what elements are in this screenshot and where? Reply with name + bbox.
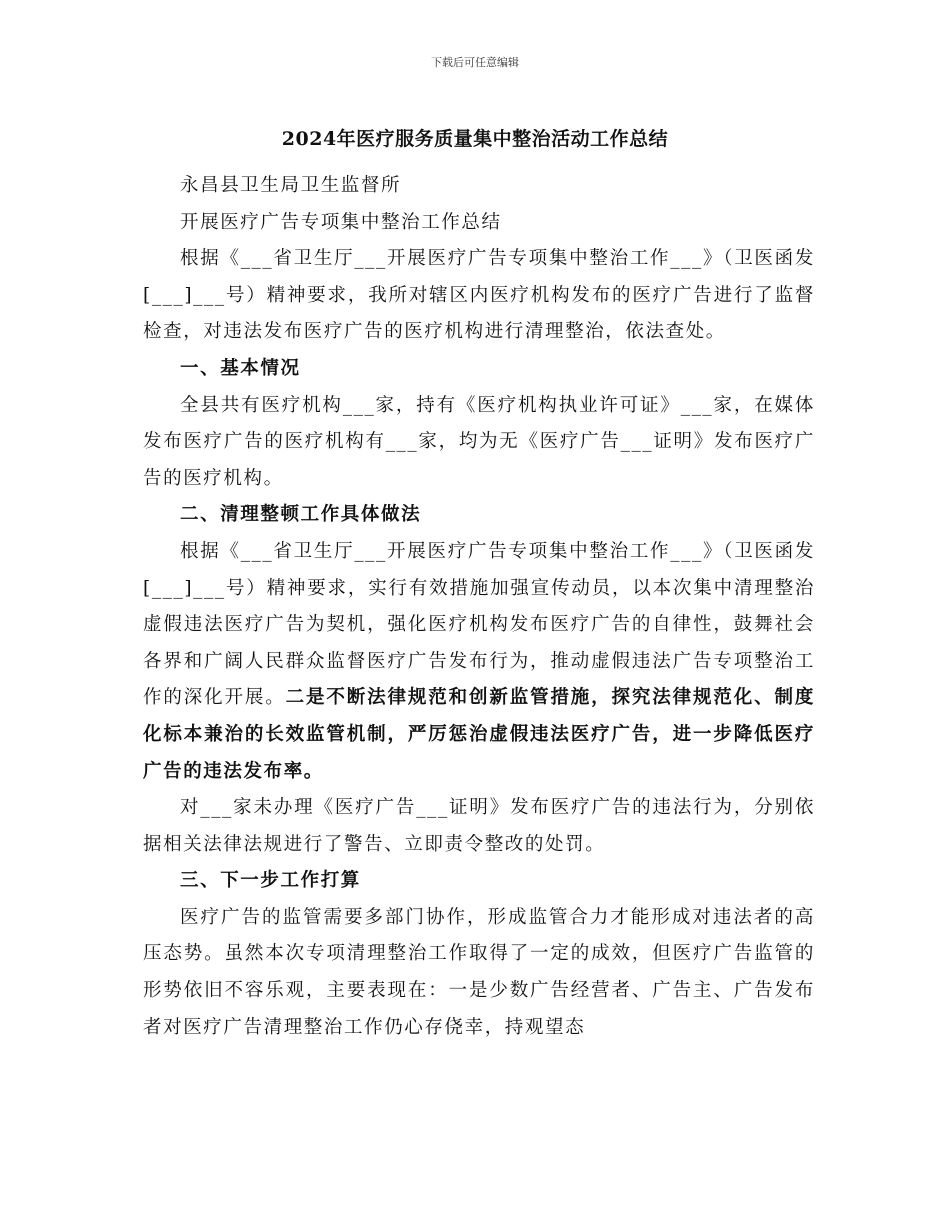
page-header: 下载后可任意编辑: [431, 56, 519, 69]
body-paragraph: [143, 534, 815, 790]
body-paragraph: 开展医疗广告专项集中整治工作总结: [180, 211, 502, 233]
section-heading: 二、清理整顿工作具体做法: [180, 504, 422, 526]
document-title: 2024年医疗服务质量集中整治活动工作总结: [281, 128, 669, 150]
body-paragraph: 对___家未办理《医疗广告___证明》发布医疗广告的违法行为，分别依据相关法律法规进行了警告、立即责令整改的处罚。: [143, 797, 815, 855]
document-body: [143, 168, 815, 1046]
section-heading: 一、基本情况: [180, 357, 301, 379]
bold-text: 二是不断法律规范和创新监管措施，探究法律规范化、制度化标本兼治的长效监管机制，严厉惩治虚假违法医疗广告，进一步降低医疗广告的违法发布率。: [143, 687, 815, 782]
body-paragraph: 根据《___省卫生厅___开展医疗广告专项集中整治工作___》（卫医函发[___]___号）精神要求，我所对辖区内医疗机构发布的医疗广告进行了监督检查，对违法发布医疗广告的医疗机构进行清理整治，依法查处。: [143, 248, 815, 343]
body-paragraph: 医疗广告的监管需要多部门协作，形成监管合力才能形成对违法者的高压态势。虽然本次专项清理整治工作取得了一定的成效，但医疗广告监管的形势依旧不容乐观，主要表现在：一是少数广告经营者、广告主、广告发布者对医疗广告清理整治工作仍心存侥幸，持观望态: [143, 906, 815, 1038]
body-text: 根据《___省卫生厅___开展医疗广告专项集中整治工作___》（卫医函发[___]___号）精神要求，实行有效措施加强宣传动员，以本次集中清理整治虚假违法医疗广告为契机，强化医疗机构发布医疗广告的自律性，鼓舞社会各界和广阔人民群众监督医疗广告发布行为，推动虚假违法广告专项整治工作的深化开展。: [143, 540, 815, 709]
section-heading: 三、下一步工作打算: [180, 870, 361, 892]
body-paragraph: 全县共有医疗机构___家，持有《医疗机构执业许可证》___家，在媒体发布医疗广告的医疗机构有___家，均为无《医疗广告___证明》发布医疗广告的医疗机构。: [143, 394, 815, 489]
body-paragraph: 永昌县卫生局卫生监督所: [180, 175, 402, 196]
